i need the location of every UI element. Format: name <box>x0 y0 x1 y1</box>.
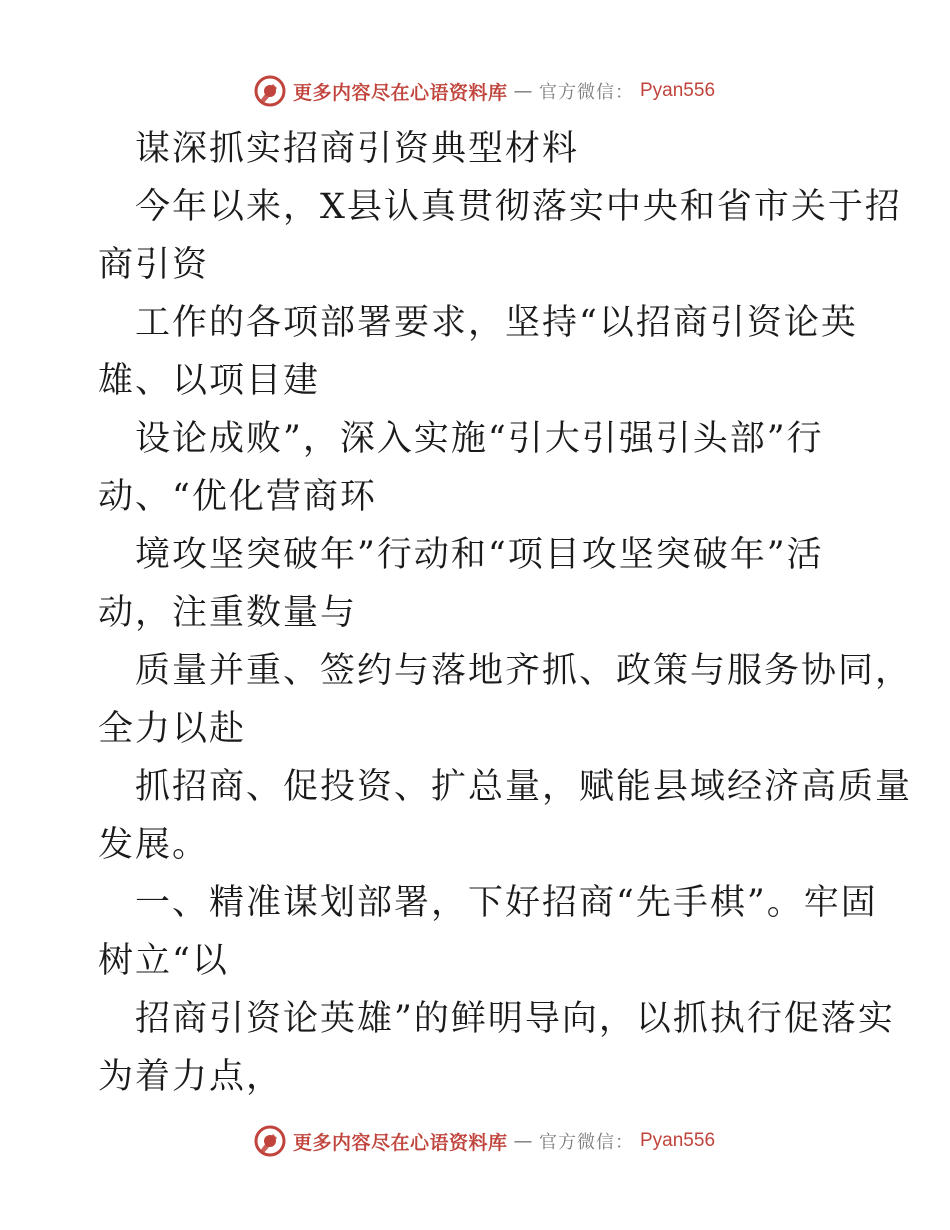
text-line: 招商引资论英雄”的鲜明导向，以抓执行促落实 <box>135 999 895 1039</box>
text-line: 今年以来，X县认真贯彻落实中央和省市关于招 <box>135 187 902 227</box>
text-line: 发展。 <box>98 825 210 865</box>
text-line: 树立“以 <box>98 941 229 981</box>
watermark-subtext: 官方微信： <box>539 1132 634 1153</box>
watermark-dash: — <box>513 80 533 102</box>
section-heading-line: 一、精准谋划部署，下好招商“先手棋”。牢固 <box>135 883 878 923</box>
text-line: 全力以赴 <box>98 709 247 749</box>
text-line: 动、“优化营商环 <box>98 477 377 517</box>
text-line: 商引资 <box>98 245 210 285</box>
watermark-text: 更多内容尽在心语资料库 <box>292 1131 508 1154</box>
document-body <box>98 120 913 1106</box>
watermark-dash: — <box>513 1130 533 1152</box>
logo-icon <box>253 1124 287 1158</box>
text-line: 抓招商、促投资、扩总量，赋能县域经济高质量 <box>135 767 913 807</box>
footer-watermark-banner <box>0 1121 950 1161</box>
text-line: 设论成败”，深入实施“引大引强引头部”行 <box>135 419 824 459</box>
text-line: 动，注重数量与 <box>98 593 358 633</box>
watermark-id: Pyan556 <box>640 1130 716 1151</box>
text-line: 雄、以项目建 <box>98 361 321 401</box>
text-line: 工作的各项部署要求，坚持“以招商引资论英 <box>135 303 858 343</box>
text-line: 境攻坚突破年”行动和“项目攻坚突破年”活 <box>135 535 824 575</box>
logo-icon <box>253 74 287 108</box>
watermark-id: Pyan556 <box>640 80 716 101</box>
header-watermark-banner <box>0 71 950 111</box>
watermark-text: 更多内容尽在心语资料库 <box>292 81 508 104</box>
watermark-subtext: 官方微信： <box>539 82 634 103</box>
document-title: 谋深抓实招商引资典型材料 <box>135 129 580 169</box>
text-line: 质量并重、签约与落地齐抓、政策与服务协同， <box>135 651 913 691</box>
text-line: 为着力点， <box>98 1057 284 1097</box>
